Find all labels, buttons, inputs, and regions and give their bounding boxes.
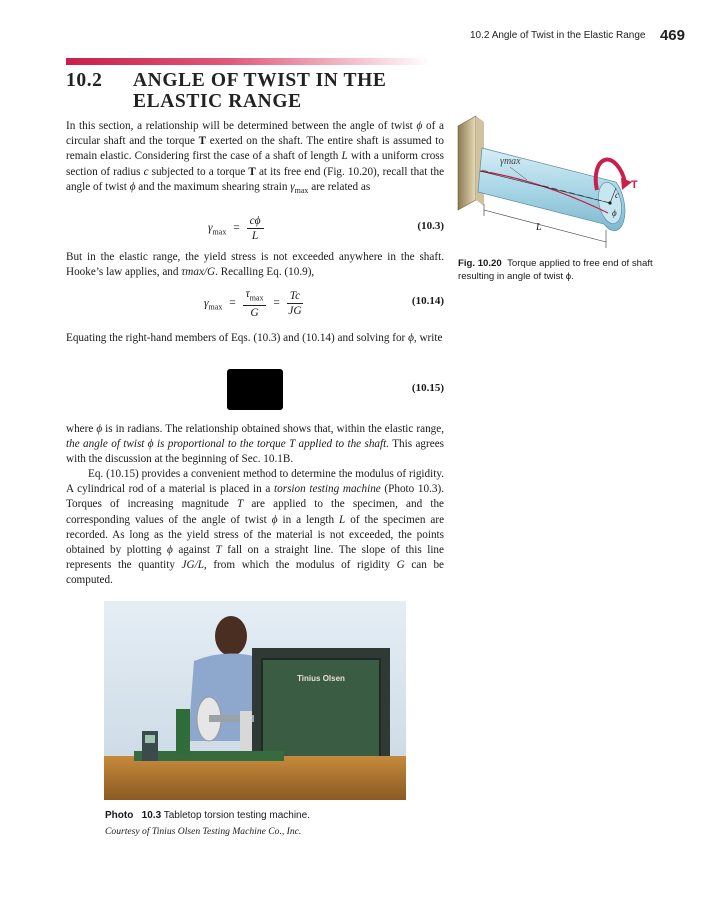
paragraph-5: Eq. (10.15) provides a convenient method to determine the modulus of rigidity. A cylindrical rod of a material is placed in a torsion testing machine (Photo 10.3). Torques of increasing magnitude T are applied to the specimen, and the corresponding values of the angle of twist ϕ in a length L of the specimen are recorded. As long as the yield stress of the material is not exceeded, the points obtained by plotting ϕ against T fall on a straight line. The slope of this line represents the quantity JG/L, from which the modulus of rigidity G can be computed. [66,468,445,587]
photo-credit: Courtesy of Tinius Olsen Testing Machine Co., Inc. [105,826,302,837]
paragraph-1: In this section, a relationship will be determined between the angle of twist ϕ of a circular shaft and the torque T exerted on the shaft. The entire shaft is assumed to remain elastic. Considering first the case of a shaft of length L with a uniform cross section of radius c subjected to a torque T at its free end (Fig. 10.20), recall that the angle of twist ϕ and the maximum shearing strain $\gamma_{max}$ are related as [66,120,445,196]
desk [104,756,406,800]
figure-label: Fig. 10.20 [458,258,502,269]
equation-10-14: $\gamma_{max}$ = $\frac{\tau_{max}}{G}$ = $\frac{Tc}{JG}$ (10.14) [204,288,444,320]
fixed-wall [458,116,476,210]
equation-10-3: $\gamma_{max}$ = $\frac{c\phi}{L}$ (10.3) [208,215,444,242]
machine-brand: Tinius Olsen [297,674,345,683]
label-torque: T [631,179,638,191]
section-rule [66,58,430,65]
label-gamma-max: γmax [500,156,521,167]
figure-shaft-torque [450,112,675,257]
paragraph-4: where ϕ is in radians. The relationship obtained shows that, within the elastic range, the angle of twist ϕ is proportional to the torque T applied to the shaft. This agrees with the discussion at the beginning of Sec. 10.1B. [66,423,445,466]
running-header [470,27,685,44]
section-title-line2: ELASTIC RANGE [133,91,302,112]
figure-caption [458,258,673,283]
paragraph-3: Equating the right-hand members of Eqs. (10.3) and (10.14) and solving for ϕ, write [66,332,443,344]
section-number: 10.2 [66,70,103,91]
equation-number-15: (10.15) [411,382,444,394]
running-title: 10.2 Angle of Twist in the Elastic Range [470,30,646,41]
photo-caption: Photo 10.3 Tabletop torsion testing machine. [105,810,310,821]
section-title [66,70,446,114]
equation-10-15 [66,382,444,398]
label-length: L [536,222,542,233]
paragraph-2: But in the elastic range, the yield stress is not exceeded anywhere in the shaft. Hooke’s law applies, and τmax/G. Recalling Eq. (10.9), [66,251,444,279]
page-number: 469 [659,27,685,44]
figure-caption-text: Torque applied to free end of shaft resulting in angle of twist ϕ. [458,258,653,282]
section-title-line1: ANGLE OF TWIST IN THE [133,70,387,91]
equation-number-14: (10.14) [411,295,444,307]
photo-torsion-machine [104,601,406,800]
equation-number-3: (10.3) [417,220,444,232]
person-head [215,616,247,656]
label-phi: ϕ [612,208,617,218]
label-radius: c [615,190,619,200]
